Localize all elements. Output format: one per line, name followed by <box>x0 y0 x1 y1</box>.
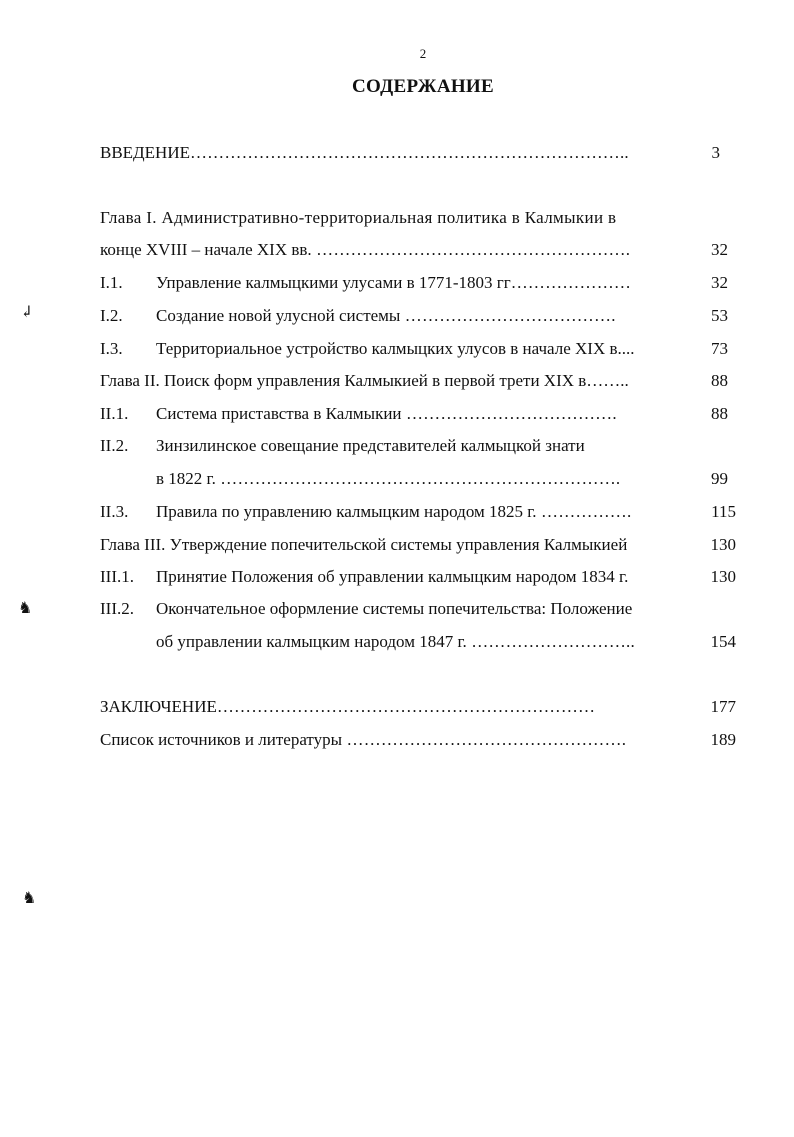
toc-section-1-1[interactable]: Управление калмыцкими улусами в 1771-1803 гг………………… <box>156 273 632 292</box>
toc-page-number: 99 <box>711 469 728 488</box>
toc-entry-conclusion[interactable] <box>100 697 595 717</box>
toc-section-2-2-number: II.2. <box>100 436 129 455</box>
toc-section-3-2-line1[interactable]: Окончательное оформление системы попечительства: Положение <box>156 599 633 618</box>
toc-section-2-2-line2[interactable]: в 1822 г. ……………………………………………………………. <box>156 469 621 488</box>
toc-leader: ………………………………………………. <box>311 240 631 259</box>
toc-section-1-2[interactable]: Создание новой улусной системы ………………………………. <box>156 306 616 325</box>
toc-page-number: 53 <box>711 306 728 325</box>
toc-section-2-3-number: II.3. <box>100 502 129 521</box>
page-title: СОДЕРЖАНИЕ <box>352 76 494 97</box>
toc-leader: …………………………………………. <box>342 730 627 749</box>
toc-page-number: 88 <box>711 371 728 390</box>
toc-section-2-1-number: II.1. <box>100 404 129 423</box>
toc-section-3-1[interactable]: Принятие Положения об управлении калмыцким народом 1834 г. <box>156 567 629 586</box>
toc-chapter-2[interactable]: Глава II. Поиск форм управления Калмыкией в первой трети XIX в…….. <box>100 371 629 390</box>
toc-entry-text: ЗАКЛЮЧЕНИЕ <box>100 697 217 716</box>
toc-entry-sources[interactable] <box>100 730 626 750</box>
toc-leader: ………………………………. <box>400 306 616 325</box>
toc-leader: ……………………….. <box>466 632 635 651</box>
toc-page-number: 32 <box>711 240 728 259</box>
toc-leader: ………………………………………………………… <box>216 697 596 716</box>
toc-leader: ………………………………………………………………….. <box>189 143 629 162</box>
toc-page-number: 177 <box>710 697 736 716</box>
toc-section-3-2-line2[interactable]: об управлении калмыцким народом 1847 г. ……………………….. <box>156 632 635 651</box>
toc-chapter-1-line1[interactable]: Глава I. Административно-территориальная политика в Калмыкии в <box>100 208 617 227</box>
toc-page-number: 130 <box>710 567 736 586</box>
toc-page-number: 115 <box>711 502 736 521</box>
toc-page-number: 154 <box>710 632 736 651</box>
toc-page-number: 189 <box>710 730 736 749</box>
toc-section-2-2-line1[interactable]: Зинзилинское совещание представителей калмыцкой знати <box>156 436 585 455</box>
toc-section-3-1-number: III.1. <box>100 567 134 586</box>
toc-entry-introduction[interactable] <box>100 143 629 163</box>
page-number: 2 <box>419 46 427 61</box>
toc-section-2-1[interactable]: Система приставства в Калмыкии ………………………………. <box>156 404 617 423</box>
toc-entry-text: Список источников и литературы <box>100 730 343 749</box>
toc-chapter-3[interactable]: Глава III. Утверждение попечительской системы управления Калмыкией <box>100 535 628 554</box>
margin-mark: ↲ <box>20 304 34 321</box>
margin-mark: ♞ <box>22 890 37 907</box>
toc-leader: ……………. <box>536 502 632 521</box>
toc-page-number: 130 <box>710 535 736 554</box>
toc-page-number: 88 <box>711 404 728 423</box>
toc-page-number: 32 <box>711 273 728 292</box>
toc-page-number: 73 <box>711 339 728 358</box>
toc-section-1-3-number: I.3. <box>100 339 123 358</box>
toc-section-1-3[interactable]: Территориальное устройство калмыцких улусов в начале XIX в.... <box>156 339 635 358</box>
toc-entry-text: ВВЕДЕНИЕ <box>100 143 190 162</box>
toc-chapter-1-line2[interactable]: конце XVIII – начале XIX вв. ………………………………………………. <box>100 240 631 259</box>
toc-leader: ……………………………………………………………. <box>215 469 621 488</box>
toc-section-2-3[interactable]: Правила по управлению калмыцким народом 1825 г. ……………. <box>156 502 632 521</box>
toc-leader: ………………………………. <box>401 404 617 423</box>
toc-section-3-2-number: III.2. <box>100 599 134 618</box>
toc-section-1-2-number: I.2. <box>100 306 123 325</box>
toc-page-number: 3 <box>711 143 720 162</box>
toc-section-1-1-number: I.1. <box>100 273 123 292</box>
toc-leader: ………………… <box>510 273 632 292</box>
margin-mark: ♞ <box>18 600 33 617</box>
